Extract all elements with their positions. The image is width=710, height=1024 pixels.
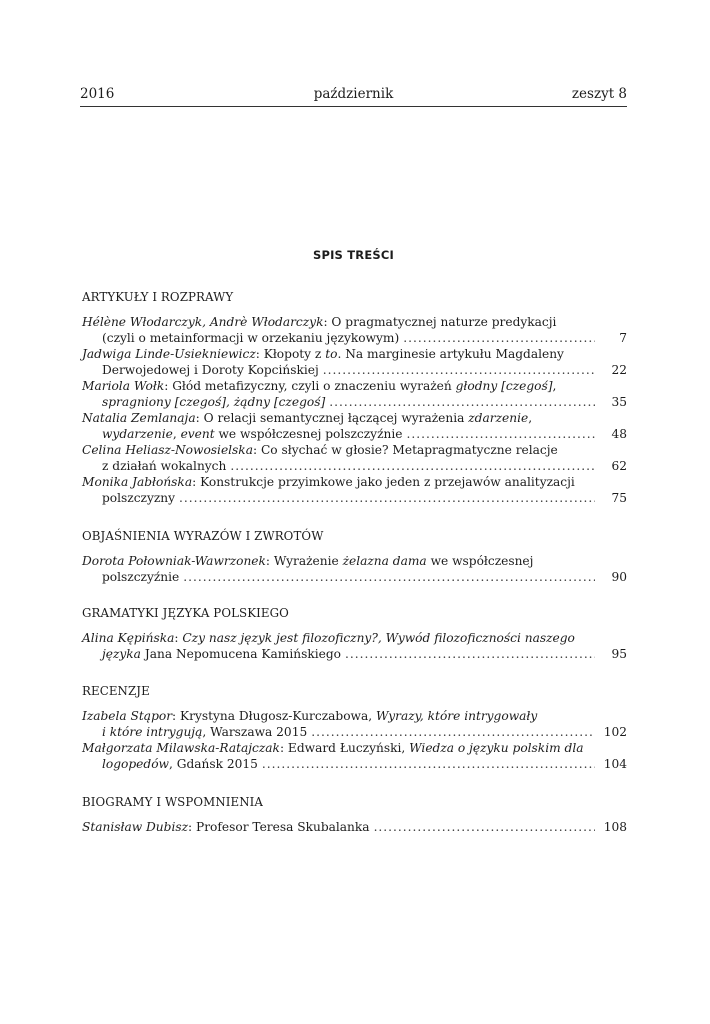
leader-dots — [323, 362, 595, 378]
entry-title: : O relacji semantycznej łączącej wyrażenia zdarzenie, — [195, 411, 533, 425]
entry-title-cont: Derwojedowej i Doroty Kopcińskiej — [102, 363, 319, 377]
toc-entry[interactable] — [82, 442, 627, 474]
toc-title: SPIS TREŚCI — [312, 248, 395, 262]
entry-title-cont: spragniony [czegoś], żądny [czegoś] — [102, 395, 326, 409]
section-heading: GRAMATYKI JĘZYKA POLSKIEGO — [82, 606, 289, 620]
entry-title: : O pragmatycznej naturze predykacji — [323, 315, 557, 329]
entry-title-cont: polszczyzny — [102, 491, 176, 505]
entry-title: : Konstrukcje przyimkowe jako jeden z przejawów analityzacji — [192, 475, 575, 489]
header-year: 2016 — [80, 86, 115, 102]
toc-entry[interactable] — [82, 553, 627, 585]
entry-title-cont: języka Jana Nepomucena Kamińskiego — [102, 647, 341, 661]
section-biographies — [82, 795, 627, 835]
entry-author: Celina Heliasz-Nowosielska — [82, 443, 253, 457]
page-number: 108 — [603, 820, 627, 834]
entry-title: : Krystyna Długosz-Kurczabowa, Wyrazy, które intrygowały — [172, 709, 538, 723]
page-number: 90 — [611, 570, 627, 584]
section-articles — [82, 290, 627, 506]
leader-dots — [329, 394, 595, 410]
entry-author: Monika Jabłońska — [82, 475, 193, 489]
toc-entry[interactable] — [82, 630, 627, 662]
leader-dots — [311, 724, 595, 740]
entry-title-cont: wydarzenie, event we współczesnej polszczyźnie — [102, 427, 403, 441]
toc-entry[interactable] — [82, 378, 627, 410]
header-rule — [80, 106, 627, 107]
leader-dots — [230, 458, 595, 474]
entry-title: : Czy nasz język jest filozoficzny?, Wywód filozoficzności naszego — [174, 631, 575, 645]
entry-title-cont: logopedów, Gdańsk 2015 — [102, 757, 258, 771]
section-reviews — [82, 684, 627, 772]
toc-entry[interactable] — [82, 708, 627, 740]
page-number: 48 — [611, 427, 627, 441]
toc-entry[interactable] — [82, 314, 627, 346]
page-number: 75 — [611, 491, 627, 505]
page-number: 62 — [611, 459, 627, 473]
entry-title-cont: z działań wokalnych — [102, 459, 227, 473]
leader-dots — [183, 569, 595, 585]
entry-author: Stanisław Dubisz — [82, 820, 189, 834]
entry-title: : Wyrażenie żelazna dama we współczesnej — [265, 554, 534, 568]
entry-author: Jadwiga Linde-Usiekniewicz — [82, 347, 256, 361]
page-number: 102 — [603, 725, 627, 739]
toc-entry[interactable] — [82, 740, 627, 772]
section-heading: RECENZJE — [82, 684, 150, 698]
toc-entry[interactable] — [82, 410, 627, 442]
entry-title-cont: (czyli o metainformacji w orzekaniu językowym) — [102, 331, 400, 345]
leader-dots — [374, 819, 595, 835]
toc-entry[interactable] — [82, 474, 627, 506]
entry-title: : Głód metafizyczny, czyli o znaczeniu wyrażeń głodny [czegoś], — [164, 379, 557, 393]
leader-dots — [345, 646, 595, 662]
entry-author: Dorota Połowniak-Wawrzonek — [82, 554, 266, 568]
entry-author: Alina Kępińska — [82, 631, 175, 645]
entry-author: Izabela Stąpor — [82, 709, 173, 723]
running-header — [80, 86, 627, 106]
entry-author: Mariola Wołk — [82, 379, 165, 393]
page-number: 7 — [619, 331, 627, 345]
toc-entry[interactable] — [82, 346, 627, 378]
entry-author: Hélène Włodarczyk, Andrè Włodarczyk — [82, 315, 324, 329]
entry-title-cont: polszczyźnie — [102, 570, 180, 584]
page-number: 95 — [611, 647, 627, 661]
entry-title: : Kłopoty z to. Na marginesie artykułu Magdaleny — [255, 347, 564, 361]
header-issue: zeszyt 8 — [571, 86, 627, 102]
page-number: 104 — [603, 757, 627, 771]
section-explanations — [82, 529, 627, 585]
leader-dots — [403, 330, 595, 346]
entry-title — [82, 819, 370, 835]
section-heading: OBJAŚNIENIA WYRAZÓW I ZWROTÓW — [82, 529, 324, 543]
entry-author: Natalia Zemlanaja — [82, 411, 196, 425]
section-heading: BIOGRAMY I WSPOMNIENIA — [82, 795, 264, 809]
leader-dots — [179, 490, 595, 506]
leader-dots — [406, 426, 595, 442]
entry-title: : Edward Łuczyński, Wiedza o języku polskim dla — [279, 741, 584, 755]
header-month: październik — [313, 86, 394, 102]
page-number: 35 — [611, 395, 627, 409]
entry-title: : Co słychać w głosie? Metapragmatyczne relacje — [252, 443, 558, 457]
entry-title-cont: i które intrygują, Warszawa 2015 — [102, 725, 308, 739]
section-heading: ARTYKUŁY I ROZPRAWY — [82, 290, 234, 304]
page-number: 22 — [611, 363, 627, 377]
entry-author: Małgorzata Milawska-Ratajczak — [82, 741, 280, 755]
section-grammars — [82, 606, 627, 662]
toc-entry[interactable] — [82, 819, 627, 835]
entry-title-text: : Profesor Teresa Skubalanka — [188, 820, 370, 834]
leader-dots — [262, 756, 595, 772]
